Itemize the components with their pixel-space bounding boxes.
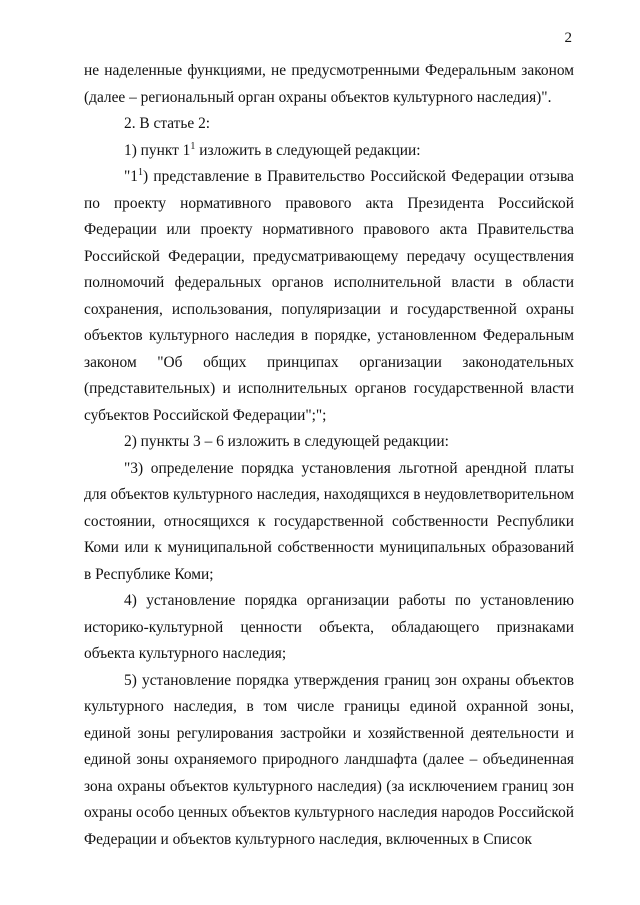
paragraph: "$1^1$) представление в Правительство Российской Федерации отзыва по проекту нормативного правового акта Президента Российской Федерации или проекту нормативного правового акта Правительства Российской Федерации, предусматривающему передачу осуществления полномочий федеральных органов исполнительной власти в области сохранения, использования, популяризации и государственной охраны объектов культурного наследия в порядке, установленном Федеральным законом "Об общих принципах организации законодательных (представительных) и исполнительных органов государственной власти субъектов Российской Федерации";";: [84, 166, 574, 424]
paragraph: "3) определение порядка установления льготной арендной платы для объектов культурного наследия, находящихся в неудовлетворительном состоянии, относящихся к государственной собственности Республики Коми или к муниципальной собственности муниципальных образований в Республике Коми;: [84, 459, 574, 583]
paragraph: не наделенные функциями, не предусмотренными Федеральным законом (далее – региональный орган охраны объектов культурного наследия)".: [84, 62, 574, 106]
superscript: 1: [190, 140, 196, 152]
page-number: 2: [564, 30, 572, 46]
paragraph: 1) пункт $1^1$ изложить в следующей редакции:: [124, 140, 421, 159]
paragraph: 5) установление порядка утверждения границ зон охраны объектов культурного наследия, в том числе границы единой охранной зоны, единой зоны регулирования застройки и хозяйственной деятельности и единой зоны охраняемого природного ландшафта (далее – объединенная зона охраны объектов культурного наследия) (за исключением границ зон охраны особо ценных объектов культурного наследия народов Российской Федерации и объектов культурного наследия, включенных в Список: [84, 671, 574, 848]
superscript: 1: [137, 166, 143, 178]
paragraph: 4) установление порядка организации работы по установлению историко-культурной ценности объекта, обладающего признаками объекта культурного наследия;: [84, 592, 574, 662]
document-body: [84, 58, 574, 853]
paragraph: 2) пункты 3 – 6 изложить в следующей редакции:: [124, 433, 449, 450]
paragraph: 2. В статье 2:: [124, 115, 211, 132]
